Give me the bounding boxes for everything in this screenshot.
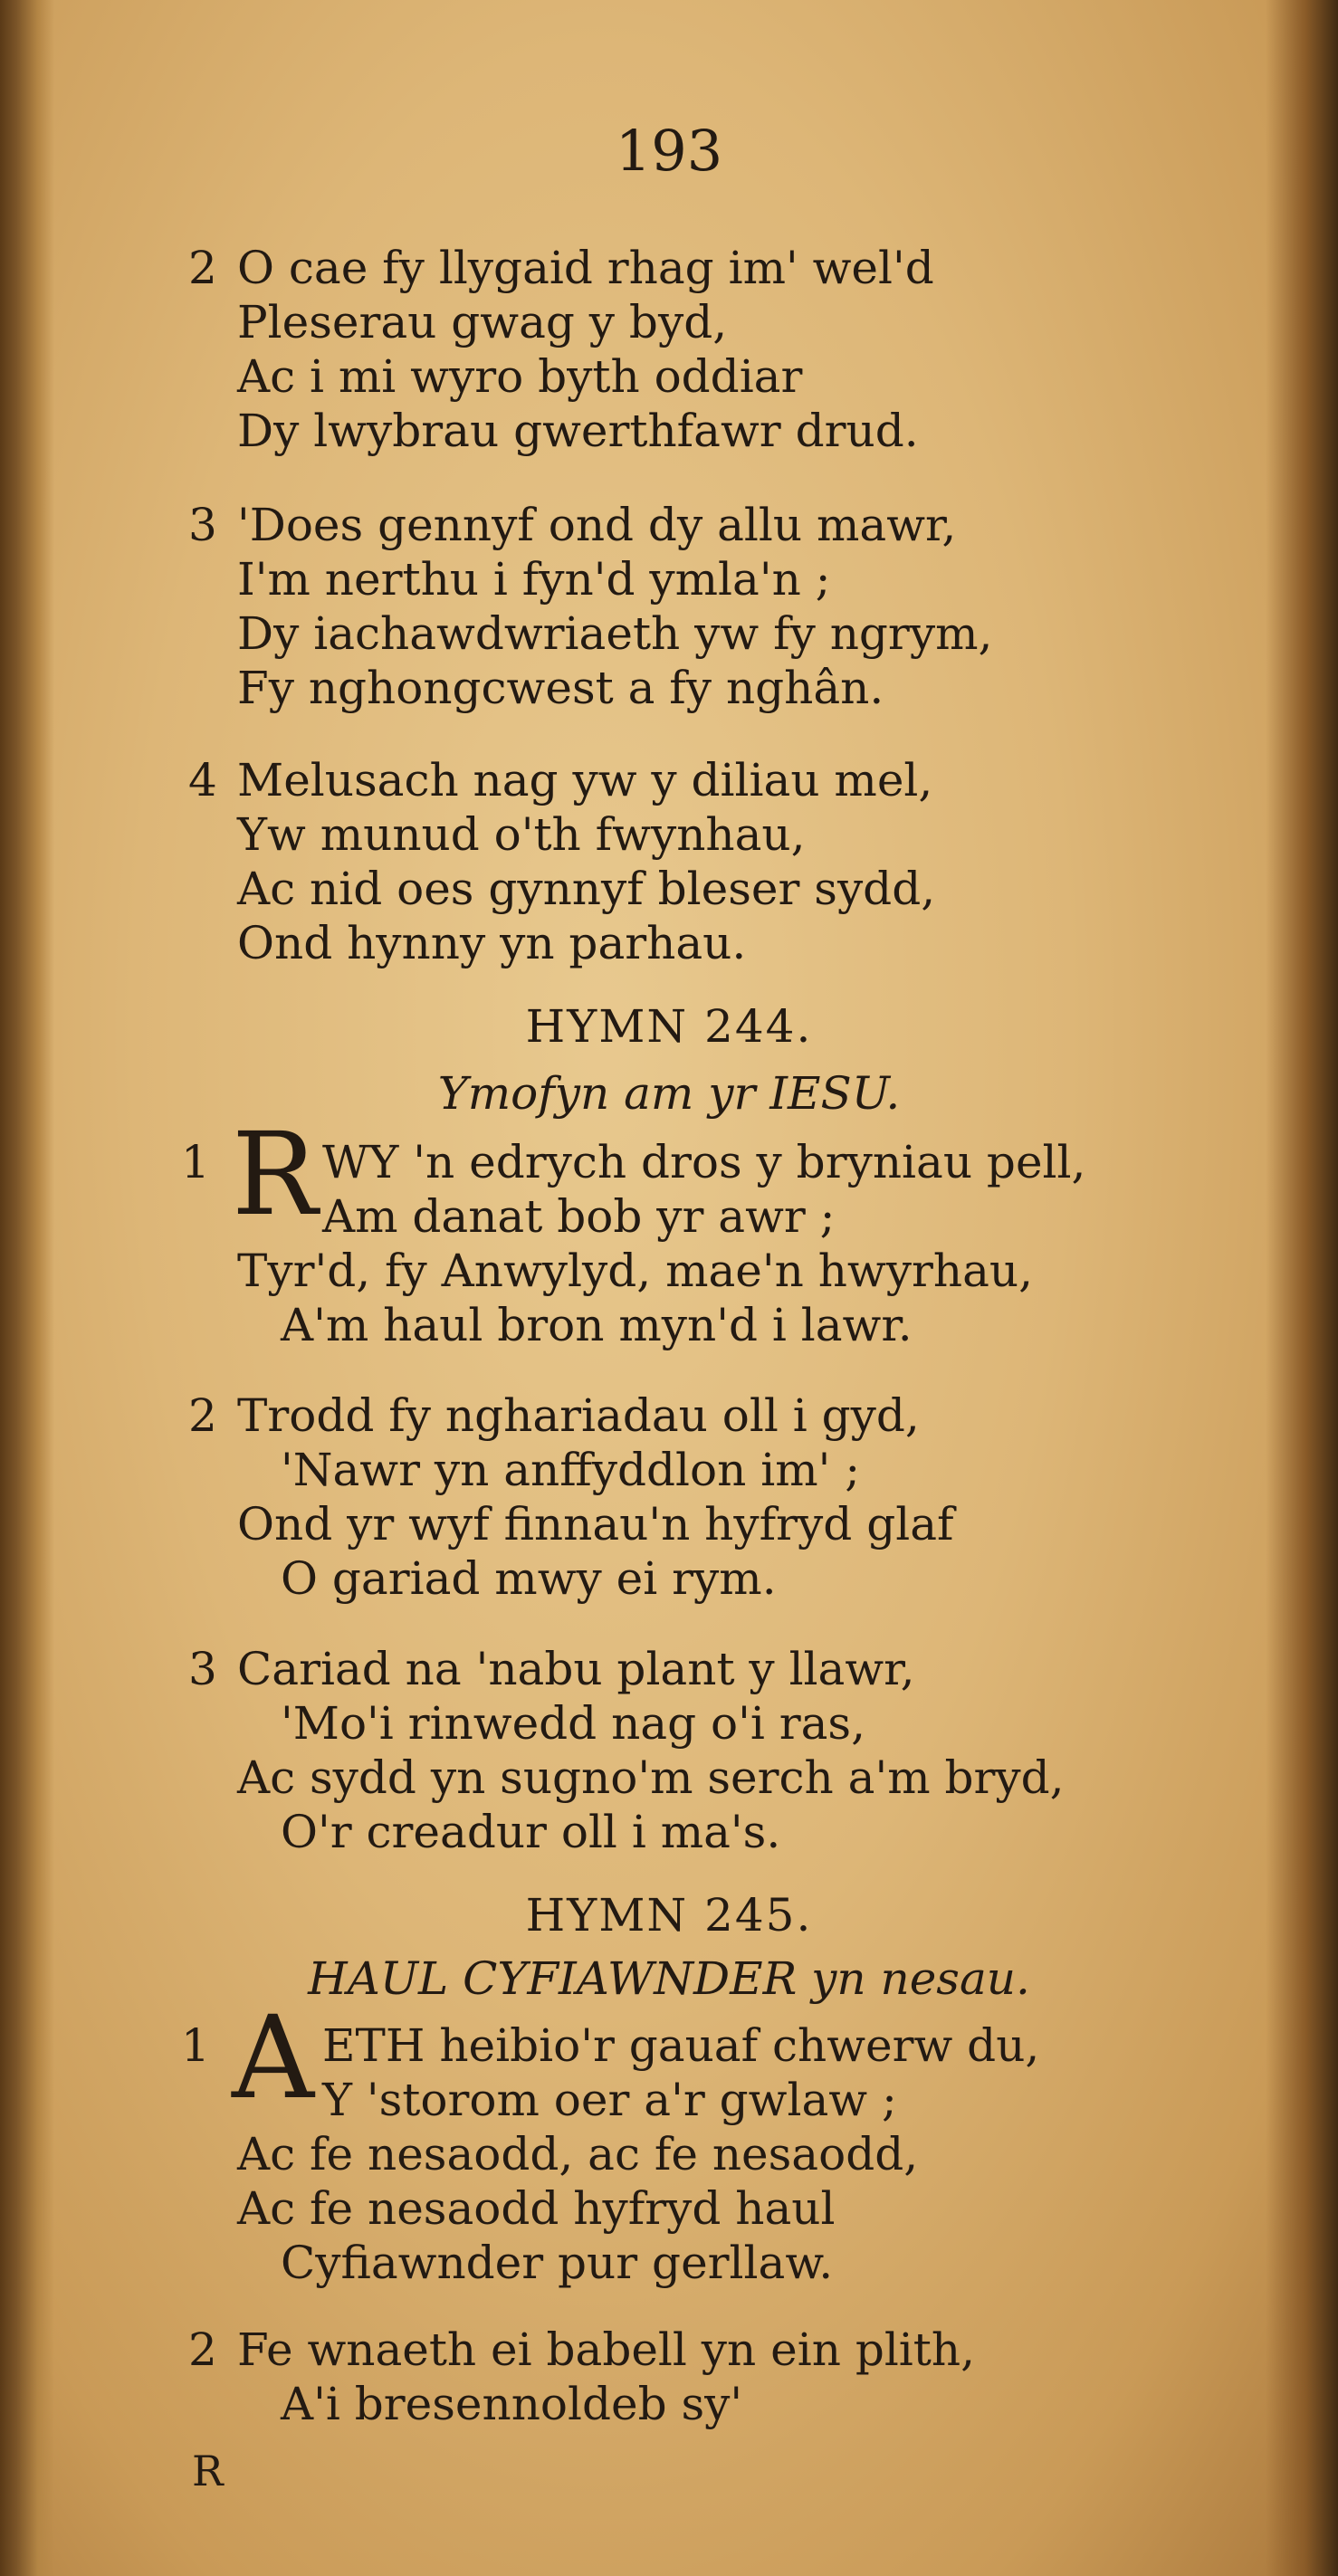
verse-line: 'Mo'i rinwedd nag o'i ras, (281, 1697, 865, 1750)
verse-number: 2 (188, 1389, 217, 1442)
verse-line: Trodd fy nghariadau oll i gyd, (237, 1389, 920, 1442)
verse-line: Ac fe nesaodd hyfryd haul (237, 2182, 836, 2235)
signature-mark: R (192, 2447, 224, 2495)
drop-cap: R (232, 1108, 318, 1241)
hymn-subtitle: HAUL CYFIAWNDER yn nesau. (308, 1952, 1030, 2005)
verse-line: ETH heibio'r gauaf chwerw du, (322, 2019, 1040, 2072)
verse-line: I'm nerthu i fyn'd ymla'n ; (237, 553, 831, 606)
page-number: 193 (615, 118, 723, 184)
verse-line: Ac sydd yn sugno'm serch a'm bryd, (237, 1751, 1065, 1804)
verse-line: Am danat bob yr awr ; (322, 1190, 836, 1243)
verse-line: A'm haul bron myn'd i lawr. (281, 1299, 913, 1351)
verse-line: Dy lwybrau gwerthfawr drud. (237, 405, 919, 457)
verse-line: Ac fe nesaodd, ac fe nesaodd, (237, 2128, 919, 2180)
verse-number: 1 (181, 1136, 210, 1188)
verse-line: 'Nawr yn anffyddlon im' ; (281, 1444, 861, 1496)
verse-number: 2 (188, 242, 217, 294)
verse-line: Yw munud o'th fwynhau, (237, 808, 806, 861)
verse-line: Fe wnaeth ei babell yn ein plith, (237, 2323, 975, 2376)
verse-line: Ond hynny yn parhau. (237, 917, 747, 969)
verse-line: A'i bresennoldeb sy' (281, 2378, 743, 2430)
verse-line: O gariad mwy ei rym. (281, 1552, 777, 1605)
verse-line: O'r creadur oll i ma's. (281, 1806, 781, 1858)
hymn-heading: HYMN 244. (525, 1000, 813, 1053)
verse-line: Ond yr wyf finnau'n hyfryd glaf (237, 1498, 954, 1550)
verse-number: 4 (188, 754, 217, 806)
verse-line: Cariad na 'nabu plant y llawr, (237, 1643, 915, 1695)
verse-line: Tyr'd, fy Anwylyd, mae'n hwyrhau, (237, 1245, 1033, 1297)
verse-number: 2 (188, 2323, 217, 2376)
hymn-heading: HYMN 245. (525, 1889, 813, 1942)
drop-cap: A (232, 1991, 314, 2124)
verse-line: O cae fy llygaid rhag im' wel'd (237, 242, 934, 294)
verse-line: Fy nghongcwest a fy nghân. (237, 662, 884, 714)
verse-line: Ac i mi wyro byth oddiar (237, 350, 803, 403)
verse-line: Melusach nag yw y diliau mel, (237, 754, 933, 806)
verse-line: Y 'storom oer a'r gwlaw ; (322, 2074, 897, 2126)
verse-number: 1 (181, 2019, 210, 2072)
verse-line: Dy iachawdwriaeth yw fy ngrym, (237, 607, 993, 660)
verse-line: Ac nid oes gynnyf bleser sydd, (237, 863, 936, 915)
verse-line: 'Does gennyf ond dy allu mawr, (237, 499, 957, 551)
hymn-subtitle: Ymofyn am yr IESU. (437, 1067, 901, 1120)
verse-number: 3 (188, 1643, 217, 1695)
verse-number: 3 (188, 499, 217, 551)
verse-line: Pleserau gwag y byd, (237, 296, 728, 348)
verse-line: WY 'n edrych dros y bryniau pell, (322, 1136, 1086, 1188)
verse-line: Cyfiawnder pur gerllaw. (281, 2237, 834, 2289)
